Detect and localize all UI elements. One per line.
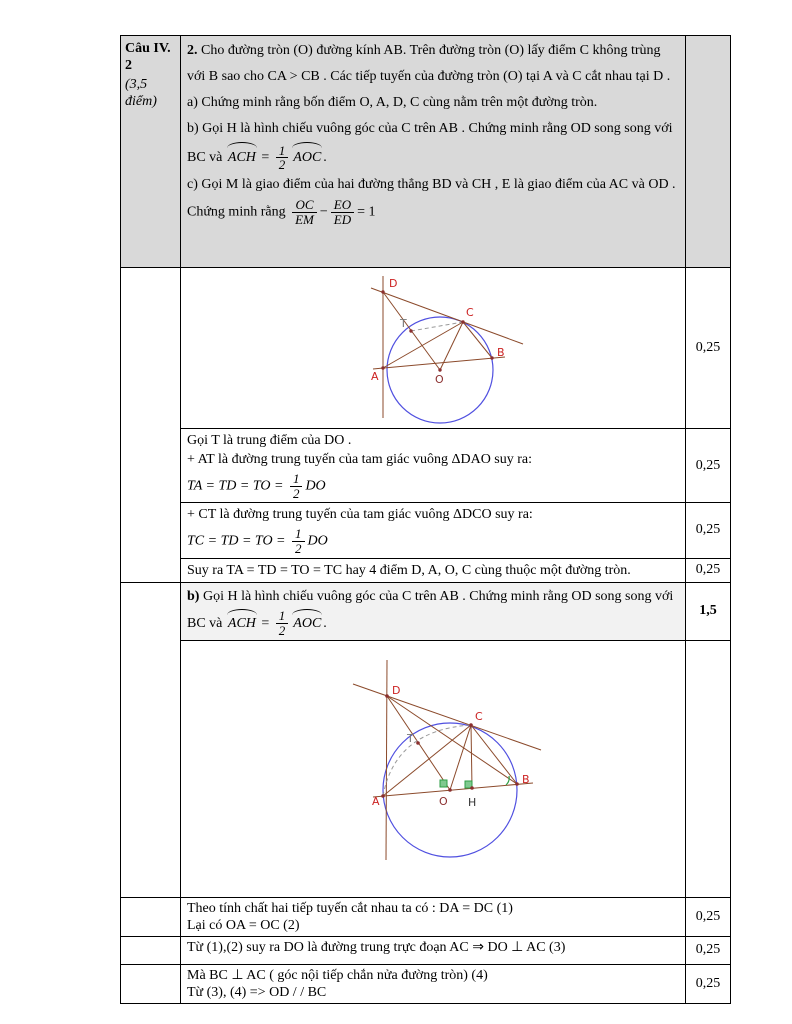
angle-aoc: AOC — [291, 142, 323, 171]
sentence-end: . — [323, 150, 327, 165]
question-points-note: (3,5 điểm) — [125, 77, 157, 109]
angle-ach: ACH — [226, 142, 258, 171]
label-B: B — [497, 346, 505, 359]
row-solution-b3 — [121, 964, 731, 1003]
solution-b2-cell — [181, 936, 686, 964]
points-cell: 0,25 — [686, 897, 731, 936]
equals-sign: = — [261, 615, 270, 631]
geometry-figure-b — [345, 654, 545, 884]
minus-sign: − — [319, 204, 328, 220]
row-solution-a3 — [121, 558, 731, 582]
row-solution-b2 — [121, 936, 731, 964]
equation-text: DO — [305, 478, 326, 494]
row-b-header — [121, 582, 731, 640]
item-b-text: Gọi H là hình chiếu vuông góc của C trên AB . Chứng minh rằng OD song song với BC và — [187, 588, 674, 631]
points-cell-question — [686, 36, 731, 268]
angle-ach: ACH — [226, 609, 258, 636]
label-spacer — [121, 936, 181, 964]
fraction-numerator: 1 — [290, 472, 303, 487]
point-D — [385, 694, 389, 698]
points-cell: 1,5 — [686, 582, 731, 640]
segment-OC — [440, 322, 463, 370]
fraction-eo-ed — [331, 198, 354, 226]
solution-line: Mà BC ⊥ AC ( góc nội tiếp chắn nửa đường tròn) (4) — [187, 967, 488, 983]
point-T — [416, 741, 420, 745]
label-O: O — [439, 794, 448, 808]
fraction-denominator: ED — [333, 211, 352, 227]
label-spacer-a — [121, 268, 181, 583]
row-figure-a — [121, 268, 731, 429]
fraction-one-half — [276, 609, 289, 637]
problem-number: 2. — [187, 43, 198, 58]
point-O — [438, 368, 441, 371]
label-A: A — [372, 794, 380, 808]
label-C: C — [475, 709, 483, 723]
solution-line: Từ (3), (4) => OD / / BC — [187, 984, 327, 1000]
point-C — [461, 320, 464, 323]
equation-line — [187, 472, 679, 500]
fraction-numerator: OC — [292, 198, 317, 213]
points-cell: 0,25 — [686, 268, 731, 429]
row-solution-a1 — [121, 429, 731, 503]
fraction-denominator: 2 — [278, 622, 286, 638]
point-A — [381, 794, 385, 798]
label-spacer — [121, 964, 181, 1003]
label-D: D — [389, 277, 398, 290]
solution-line: + AT là đường trung tuyến của tam giác vuông ΔDAO suy ra: — [187, 452, 533, 467]
fraction-one-half — [292, 527, 305, 555]
point-H — [470, 786, 474, 790]
label-B: B — [522, 772, 530, 786]
equals-sign: = — [261, 150, 270, 165]
solution-line: Theo tính chất hai tiếp tuyến cắt nhau ta có : DA = DC (1) — [187, 900, 513, 916]
points-cell-empty — [686, 640, 731, 897]
figure-b-cell — [181, 640, 686, 897]
equals-one: = 1 — [357, 204, 376, 220]
equation-line — [187, 527, 679, 555]
item-b-lead: b) — [187, 588, 200, 604]
row-solution-a2 — [121, 503, 731, 558]
tangent-at-C — [353, 684, 541, 750]
right-angle-marker-O — [440, 780, 447, 787]
points-cell: 0,25 — [686, 503, 731, 558]
fraction-numerator: EO — [331, 198, 354, 213]
angle-aoc: AOC — [291, 609, 323, 636]
fraction-numerator: 1 — [276, 609, 289, 624]
label-O: O — [435, 373, 444, 386]
row-question — [121, 36, 731, 268]
fraction-one-half — [276, 144, 289, 172]
problem-intro-text: Cho đường tròn (O) đường kính AB. Trên đường tròn (O) lấy điểm C không trùng với B sao cho CA > CB . Các tiếp tuyến của đường tròn (O) tại A và C cắt nhau tại D . — [187, 43, 671, 84]
label-D: D — [392, 683, 401, 697]
fraction-one-half — [290, 472, 303, 500]
answer-table — [120, 35, 731, 1004]
fraction-numerator: 1 — [292, 527, 305, 542]
points-cell: 0,25 — [686, 936, 731, 964]
label-spacer — [121, 897, 181, 936]
tangent-at-C — [371, 288, 523, 344]
solution-b1-cell — [181, 897, 686, 936]
figure-a-cell — [181, 268, 686, 429]
solution-line: Gọi T là trung điểm của DO . — [187, 433, 352, 448]
point-C — [469, 723, 473, 727]
equation-text: TA = TD = TO = — [187, 478, 284, 494]
label-A: A — [371, 370, 379, 383]
fraction-denominator: 2 — [278, 157, 286, 173]
row-figure-b — [121, 640, 731, 897]
item-c-text: c) Gọi M là giao điểm của hai đường thẳng BD và CH , E là giao điểm của AC và OD . Chứng minh rằng — [187, 176, 676, 220]
point-T — [409, 329, 412, 332]
label-T: T — [407, 731, 414, 745]
label-spacer-b — [121, 582, 181, 897]
points-cell: 0,25 — [686, 964, 731, 1003]
label-T: T — [400, 317, 407, 330]
fraction-denominator: 2 — [295, 540, 302, 556]
equation-text: DO — [307, 533, 328, 549]
problem-intro — [187, 38, 679, 90]
points-cell: 0,25 — [686, 558, 731, 582]
solution-a3-cell — [181, 558, 686, 582]
fraction-denominator: EM — [295, 211, 314, 227]
fraction-denominator: 2 — [292, 485, 300, 501]
fraction-numerator: 1 — [276, 144, 289, 159]
problem-statement-cell — [181, 36, 686, 268]
segment-CH — [471, 725, 472, 788]
segment-OC — [450, 725, 471, 790]
label-H: H — [468, 795, 477, 809]
solution-line: + CT là đường trung tuyến của tam giác vuông ΔDCO suy ra: — [187, 507, 533, 523]
point-D — [381, 290, 384, 293]
problem-item-b — [187, 116, 679, 172]
tangent-at-A — [386, 660, 387, 860]
solution-line: Suy ra TA = TD = TO = TC hay 4 điểm D, A, O, C cùng thuộc một đường tròn. — [187, 562, 631, 578]
label-C: C — [466, 306, 474, 319]
solution-line: Từ (1),(2) suy ra DO là đường trung trực đoạn AC ⇒ DO ⊥ AC (3) — [187, 939, 566, 955]
problem-item-c — [187, 172, 679, 226]
problem-item-a: a) Chứng minh rằng bốn điểm O, A, D, C cùng nằm trên một đường tròn. — [187, 95, 598, 110]
point-A — [381, 366, 384, 369]
question-number: Câu IV. 2 — [125, 41, 171, 73]
point-B — [490, 356, 493, 359]
b-header-cell — [181, 582, 686, 640]
points-cell: 0,25 — [686, 429, 731, 503]
sentence-end: . — [323, 615, 327, 631]
point-O — [448, 788, 452, 792]
geometry-figure-a — [333, 272, 533, 424]
item-b-text: b) Gọi H là hình chiếu vuông góc của C trên AB . Chứng minh rằng OD song song với BC và — [187, 121, 673, 165]
row-solution-b1 — [121, 897, 731, 936]
solution-line: Lại có OA = OC (2) — [187, 917, 300, 933]
fraction-oc-em — [292, 198, 317, 226]
question-label-cell — [121, 36, 181, 268]
solution-b3-cell — [181, 964, 686, 1003]
solution-a2-cell — [181, 503, 686, 558]
solution-a1-cell — [181, 429, 686, 503]
segment-AB — [373, 357, 505, 369]
point-B — [515, 782, 519, 786]
segment-AC — [383, 322, 463, 368]
equation-text: TC = TD = TO = — [187, 533, 286, 549]
